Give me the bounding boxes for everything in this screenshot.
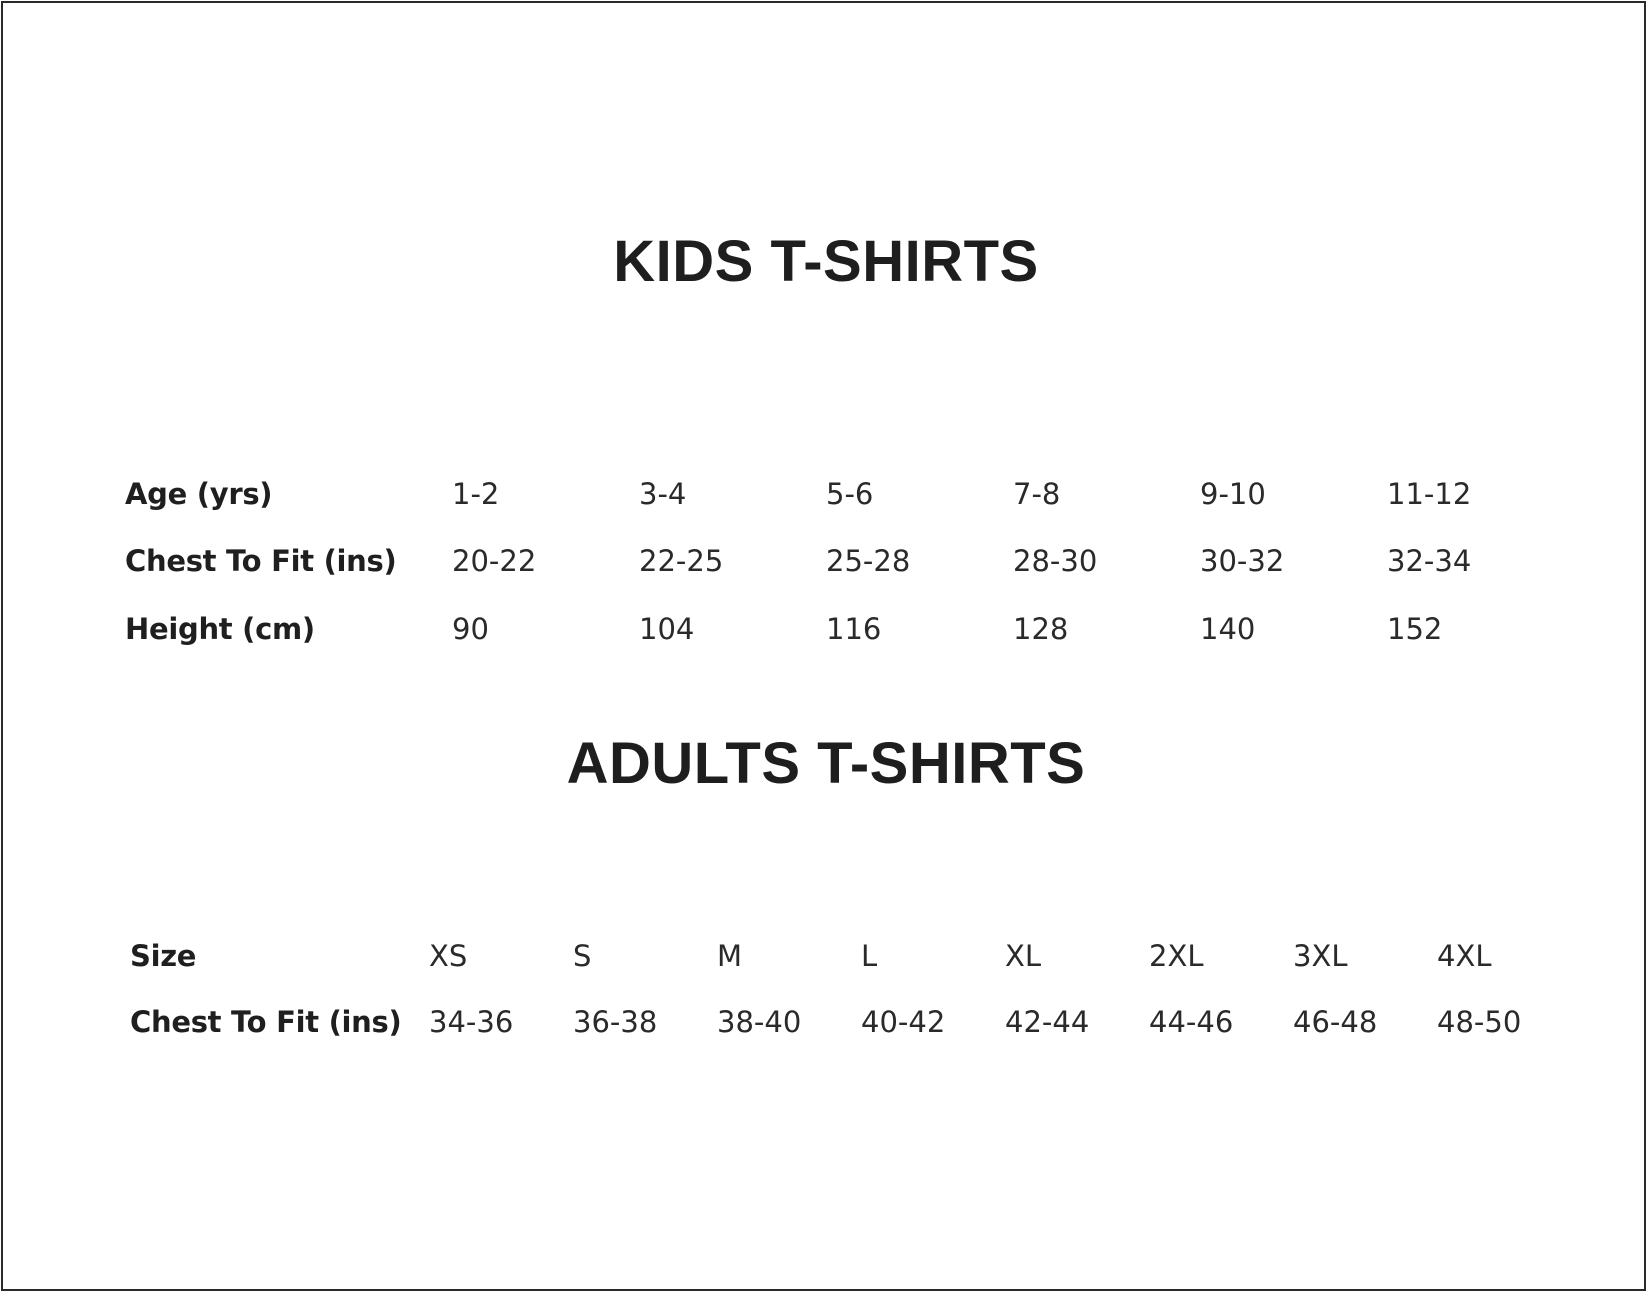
row-label-height: Height (cm) [125, 612, 315, 646]
table-cell: 128 [1013, 612, 1069, 646]
table-cell: 11-12 [1387, 477, 1472, 511]
table-cell: 25-28 [826, 544, 911, 578]
table-cell: 40-42 [861, 1005, 946, 1039]
table-cell: 34-36 [429, 1005, 514, 1039]
table-cell: 42-44 [1005, 1005, 1090, 1039]
kids-size-chart-title: KIDS T-SHIRTS [613, 229, 1039, 294]
table-cell: 90 [452, 612, 489, 646]
table-cell: 36-38 [573, 1005, 658, 1039]
row-label-chest: Chest To Fit (ins) [125, 544, 397, 578]
table-cell: 9-10 [1200, 477, 1266, 511]
table-cell: 104 [639, 612, 695, 646]
table-cell: 4XL [1437, 939, 1492, 973]
table-cell: 152 [1387, 612, 1443, 646]
table-row-chest [125, 541, 1525, 581]
table-cell: 7-8 [1013, 477, 1061, 511]
table-cell: 46-48 [1293, 1005, 1378, 1039]
table-cell: 116 [826, 612, 882, 646]
table-cell: 48-50 [1437, 1005, 1522, 1039]
table-cell: 32-34 [1387, 544, 1472, 578]
table-cell: XS [429, 939, 468, 973]
table-cell: 140 [1200, 612, 1256, 646]
table-cell: S [573, 939, 592, 973]
table-cell: 3XL [1293, 939, 1348, 973]
table-row-size [130, 936, 1530, 976]
table-cell: 1-2 [452, 477, 500, 511]
table-row-chest [130, 1002, 1530, 1042]
row-label-chest: Chest To Fit (ins) [130, 1005, 402, 1039]
row-label-size: Size [130, 939, 197, 973]
table-row-age [125, 474, 1525, 514]
table-cell: 22-25 [639, 544, 724, 578]
table-cell: 44-46 [1149, 1005, 1234, 1039]
adults-size-chart-title: ADULTS T-SHIRTS [566, 731, 1086, 796]
table-cell: 28-30 [1013, 544, 1098, 578]
table-cell: L [861, 939, 878, 973]
table-cell: 2XL [1149, 939, 1204, 973]
table-cell: 3-4 [639, 477, 687, 511]
table-cell: XL [1005, 939, 1042, 973]
table-cell: M [717, 939, 743, 973]
table-cell: 38-40 [717, 1005, 802, 1039]
table-cell: 20-22 [452, 544, 537, 578]
table-row-height [125, 609, 1525, 649]
table-cell: 30-32 [1200, 544, 1285, 578]
table-cell: 5-6 [826, 477, 874, 511]
row-label-age: Age (yrs) [125, 477, 273, 511]
